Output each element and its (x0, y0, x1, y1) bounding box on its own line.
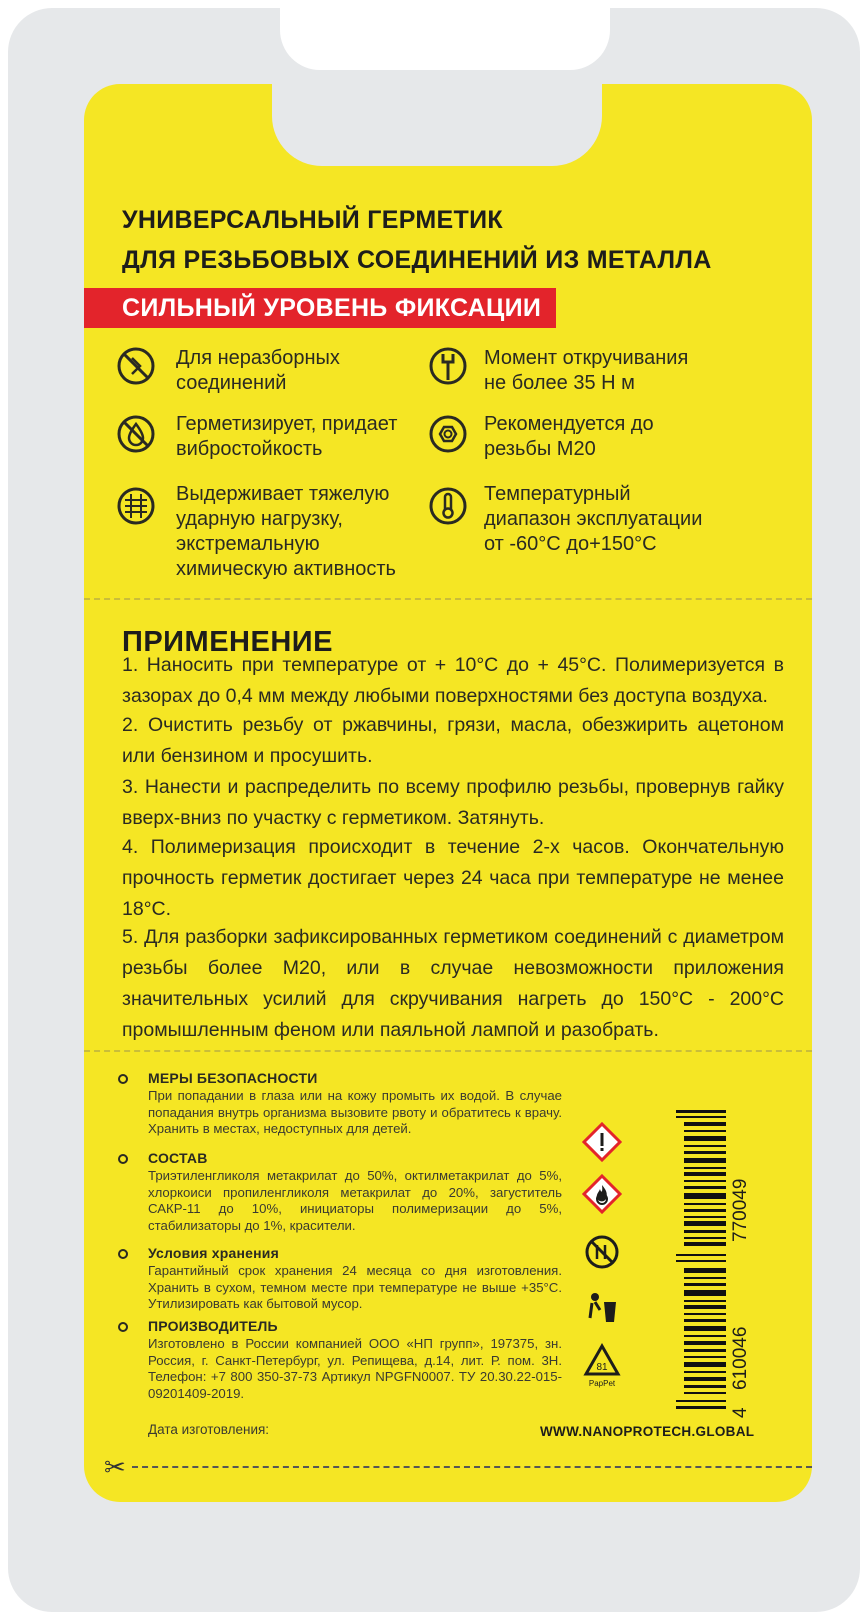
label-notch (272, 84, 602, 166)
bullet-icon (118, 1249, 128, 1259)
bullet-icon (118, 1154, 128, 1164)
barcode-bars (676, 1108, 726, 1418)
flame-diamond-icon (582, 1174, 622, 1214)
barcode-group2: 770049 (730, 1178, 751, 1242)
feature-text: Момент откручивания не более 35 Н м (484, 347, 689, 394)
warning-diamond-icon (582, 1122, 622, 1162)
barcode-digit-first: 4 (730, 1407, 751, 1418)
application-step: 1. Наносить при температуре от + 10°С до + 45°С. Полимеризуется в зазорах до 0,4 мм между любыми поверхностями без доступа воздуха. (122, 654, 784, 707)
wrench-icon (428, 346, 468, 386)
product-title-line2: ДЛЯ РЕЗЬБОВЫХ СОЕДИНЕНИЙ ИЗ МЕТАЛЛА (122, 246, 712, 274)
no-drop-icon (116, 414, 156, 454)
application-step: 5. Для разборки зафиксированных герметиком соединений с диаметром резьбы более М20, или в случае невозможности приложения значительных усилий для скручивания нагреть до 150°С - 200°С промышленным феном или паяльной лампой и разобрать. (122, 926, 784, 1041)
feature-text: Герметизирует, придает вибростойкость (176, 413, 398, 460)
storage-text: Гарантийный срок хранения 24 месяца со дня изготовления. Хранить в сухом, темном месте при температуре не выше +35°С. Утилизировать как бытовой мусор. (148, 1263, 562, 1312)
manufacture-date-label: Дата изготовления: (148, 1422, 270, 1437)
safety-text: При попадании в глаза или на кожу промыть их водой. В случае попадания внутрь организма вызовите рвоту и обратитесь к врачу. Хранить в местах, недоступных для детей. (148, 1088, 562, 1137)
thermometer-icon (428, 486, 468, 526)
storage-heading: Условия хранения (148, 1245, 279, 1261)
barcode-group1: 610046 (730, 1326, 751, 1390)
banner-text: СИЛЬНЫЙ УРОВЕНЬ ФИКСАЦИИ (122, 294, 542, 322)
feature-text: Температурный диапазон эксплуатации от -60°С до+150°С (484, 483, 703, 555)
composition-heading: СОСТАВ (148, 1150, 208, 1166)
feature-text: Для неразборных соединений (176, 347, 340, 394)
bolt-nut-icon (428, 414, 468, 454)
cut-line (132, 1466, 812, 1468)
dashed-divider (84, 598, 812, 600)
shield-pattern-icon (116, 486, 156, 526)
recycle-code: 81 (596, 1362, 608, 1373)
scissors-icon: ✂ (104, 1452, 126, 1482)
feature-text: Рекомендуется до резьбы М20 (484, 413, 654, 460)
application-step: 2. Очистить резьбу от ржавчины, грязи, масла, обезжирить ацетоном или бензином и просушить. (122, 714, 784, 767)
fixation-banner (84, 288, 556, 328)
feature-text: Выдерживает тяжелую ударную нагрузку, экстремальную химическую активность (176, 483, 396, 580)
bullet-icon (118, 1322, 128, 1332)
not-disassemble-icon (116, 346, 156, 386)
safety-heading: МЕРЫ БЕЗОПАСНОСТИ (148, 1070, 318, 1086)
barcode (676, 1108, 752, 1418)
product-title-line1: УНИВЕРСАЛЬНЫЙ ГЕРМЕТИК (122, 206, 503, 234)
manufacturer-heading: ПРОИЗВОДИТЕЛЬ (148, 1318, 278, 1334)
application-step: 4. Полимеризация происходит в течение 2-х часов. Окончательную прочность герметик достигает через 24 часа при температуре не менее 18°С. (122, 836, 784, 920)
manufacturer-text: Изготовлено в России компанией ООО «НП групп», 197375, зн. Россия, г. Санкт-Петербург, ул. Репищева, д.14, лит. Р. пом. 3Н. Телефон: +7 800 350-37-73 Артикул NPGFN0007. ТУ 20.30.22-015-09201409-2019. (148, 1336, 562, 1401)
application-heading: ПРИМЕНЕНИЕ (122, 626, 333, 658)
trash-bin-icon (582, 1288, 622, 1328)
application-step: 3. Нанести и распределить по всему профилю резьбы, провернув гайку вверх-вниз по участку с герметиком. Затянуть. (122, 776, 784, 829)
dashed-divider (84, 1050, 812, 1052)
composition-text: Триэтиленгликоля метакрилат до 50%, октилметакрилат до 5%, хлоркоиси пропиленгликоля метакрилат до 20%, загуститель САКР-11 до 10%, инициаторы полимеризации до 5%, стабилизаторы до 1%, красители. (148, 1168, 562, 1233)
hang-hole (280, 6, 610, 70)
bullet-icon (118, 1074, 128, 1084)
website-link: WWW.NANOPROTECH.GLOBAL (540, 1424, 755, 1439)
keep-from-children-icon (582, 1232, 622, 1272)
recycle-icon (582, 1342, 622, 1388)
recycle-label: PapPet (588, 1379, 616, 1388)
